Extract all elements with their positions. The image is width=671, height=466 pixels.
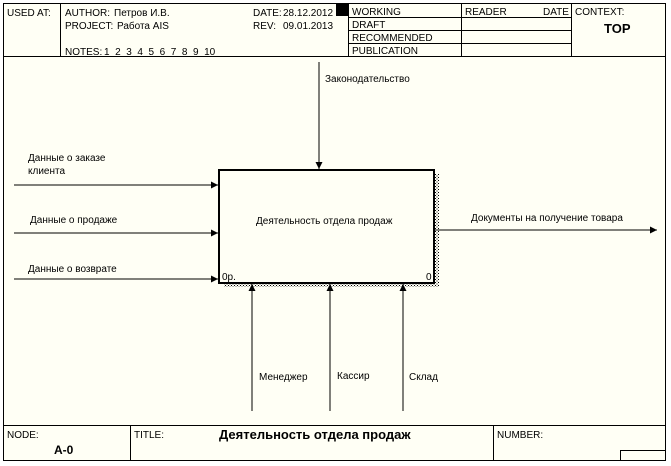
node-label: NODE: [7,430,39,441]
footer-divider-1 [130,425,131,461]
reader-date-label: DATE [543,7,569,18]
input-label-sale: Данные о продаже [30,215,118,226]
title-label: TITLE: [134,430,165,441]
notes-label: NOTES: [65,47,103,58]
date-value: 28.12.2012 [283,8,334,19]
input-label-return: Данные о возврате [28,264,117,275]
date-label: DATE: [253,8,282,19]
mechanism-label-warehouse: Склад [409,372,438,383]
status-working: WORKING [352,7,401,18]
status-publication: PUBLICATION [352,46,418,57]
context-label: CONTEXT: [575,7,625,18]
author-label: AUTHOR: [65,8,110,19]
input-label-order-line2: клиента [28,166,66,177]
node-value: A-0 [54,443,74,457]
page-title: Деятельность отдела продаж [219,427,411,442]
input-label-order-line1: Данные о заказе [28,153,106,164]
reader-label: READER [465,7,507,18]
mechanism-label-cashier: Кассир [337,371,370,382]
footer-inner-line [620,450,666,451]
footer-top-border [3,425,666,426]
context-value: TOP [604,21,631,36]
project-label: PROJECT: [65,21,114,32]
footer-divider-3 [620,450,621,461]
control-label: Законодательство [325,74,410,85]
activity-cost: 0р. [222,272,236,283]
number-label: NUMBER: [497,430,544,441]
used-at-label: USED AT: [7,8,51,19]
author-value: Петров И.В. [114,8,170,19]
rev-label: REV: [253,21,276,32]
activity-number: 0 [426,272,432,283]
output-label: Документы на получение товара [471,213,623,224]
activity-name: Деятельность отдела продаж [256,216,393,227]
footer-divider-2 [493,425,494,461]
rev-value: 09.01.2013 [283,21,334,32]
status-draft: DRAFT [352,20,386,31]
project-value: Работа AIS [117,21,169,32]
status-recommended: RECOMMENDED [352,33,433,44]
notes-numbers: 1 2 3 4 5 6 7 8 9 10 [104,47,216,58]
mechanism-label-manager: Менеджер [259,372,308,383]
